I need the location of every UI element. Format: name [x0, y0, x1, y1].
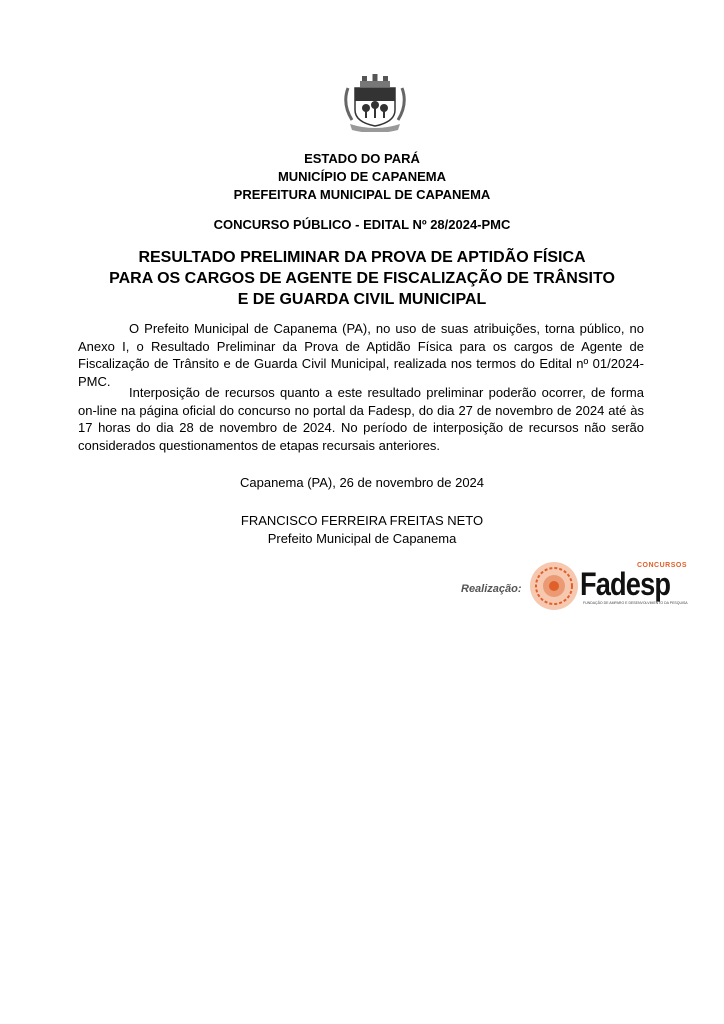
- fadesp-tagline: FUNDAÇÃO DE AMPARO E DESENVOLVIMENTO DA PESQUISA: [583, 601, 688, 605]
- paragraph-announcement: O Prefeito Municipal de Capanema (PA), no uso de suas atribuições, torna público, no Anexo I, o Resultado Preliminar da Prova de Aptidão Física para os cargos de Agente de Fiscalização de Trânsito e de Guarda Civil Municipal, realizada nos termos do Edital nº 01/2024-PMC.: [78, 321, 644, 389]
- paragraph-appeals: Interposição de recursos quanto a este resultado preliminar poderão ocorrer, de forma on-line na página oficial do concurso no portal da Fadesp, do dia 27 de novembro de 2024 até às 17 horas do dia 28 de novembro de 2024. No período de interposição de recursos não serão considerados questionamentos de etapas recursais anteriores.: [78, 385, 644, 453]
- place-date: Capanema (PA), 26 de novembro de 2024: [239, 475, 485, 490]
- municipality-name: MUNICÍPIO DE CAPANEMA: [277, 169, 447, 184]
- title-line-1: RESULTADO PRELIMINAR DA PROVA DE APTIDÃO FÍSICA: [138, 249, 586, 266]
- signatory-name: FRANCISCO FERREIRA FREITAS NETO: [240, 513, 484, 528]
- fadesp-logo-text: Fadesp: [580, 566, 671, 602]
- title-line-3: E DE GUARDA CIVIL MUNICIPAL: [237, 291, 487, 308]
- title-line-2: PARA OS CARGOS DE AGENTE DE FISCALIZAÇÃO DE TRÂNSITO: [109, 270, 615, 287]
- document-title: [0, 247, 724, 310]
- edital-number: CONCURSO PÚBLICO - EDITAL Nº 28/2024-PMC: [213, 217, 511, 232]
- realizacao-label: Realização:: [461, 583, 522, 595]
- state-name: ESTADO DO PARÁ: [304, 151, 420, 166]
- signatory-role: Prefeito Municipal de Capanema: [267, 531, 457, 546]
- fadesp-seal-icon: [529, 561, 579, 611]
- municipal-crest-icon: [342, 74, 408, 132]
- fadesp-concursos-label: CONCURSOS: [637, 562, 688, 569]
- prefecture-name: PREFEITURA MUNICIPAL DE CAPANEMA: [233, 187, 491, 202]
